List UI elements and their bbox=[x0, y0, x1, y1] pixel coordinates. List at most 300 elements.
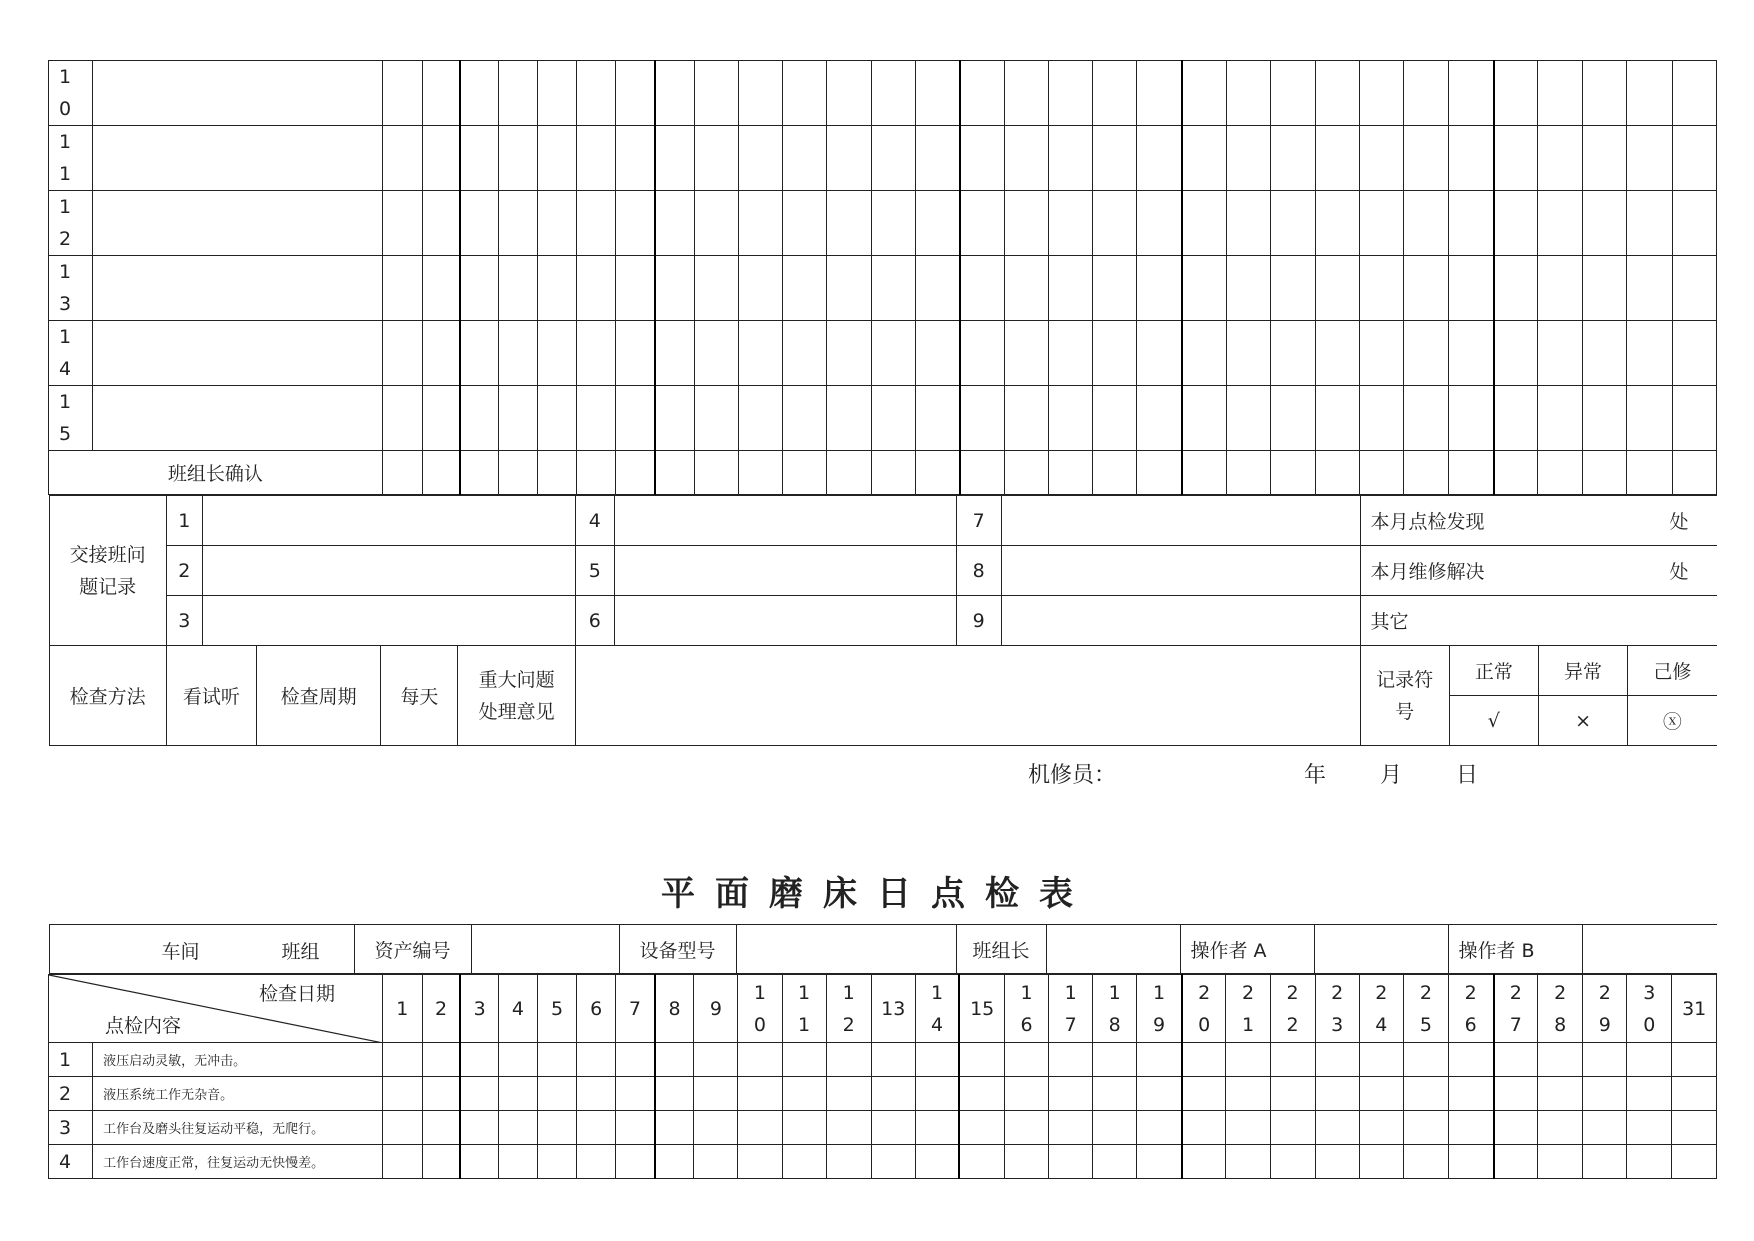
day-check-cell[interactable] bbox=[616, 1043, 655, 1077]
day-check-cell[interactable] bbox=[915, 1043, 959, 1077]
day-check-cell[interactable] bbox=[1226, 1145, 1270, 1179]
day-check-cell[interactable] bbox=[1672, 1077, 1717, 1111]
day-check-cell[interactable] bbox=[1627, 1145, 1672, 1179]
leader-confirm-cell[interactable] bbox=[1137, 451, 1182, 495]
handover-entry[interactable] bbox=[614, 496, 956, 546]
day-check-cell[interactable] bbox=[782, 191, 826, 256]
check-item-cell[interactable] bbox=[93, 256, 383, 321]
day-check-cell[interactable] bbox=[959, 1111, 1004, 1145]
leader-confirm-cell[interactable] bbox=[616, 451, 655, 495]
day-check-cell[interactable] bbox=[1049, 1077, 1093, 1111]
day-check-cell[interactable] bbox=[1494, 1043, 1538, 1077]
day-check-cell[interactable] bbox=[655, 61, 694, 126]
day-check-cell[interactable] bbox=[538, 256, 577, 321]
day-check-cell[interactable] bbox=[915, 191, 959, 256]
day-check-cell[interactable] bbox=[1583, 1145, 1627, 1179]
day-check-cell[interactable] bbox=[915, 386, 959, 451]
day-check-cell[interactable] bbox=[1404, 386, 1449, 451]
day-check-cell[interactable] bbox=[1672, 386, 1716, 451]
day-check-cell[interactable] bbox=[1403, 1043, 1448, 1077]
check-item-cell[interactable] bbox=[93, 126, 383, 191]
day-check-cell[interactable] bbox=[577, 61, 616, 126]
day-check-cell[interactable] bbox=[499, 321, 538, 386]
day-check-cell[interactable] bbox=[694, 321, 738, 386]
day-check-cell[interactable] bbox=[538, 61, 577, 126]
handover-entry[interactable] bbox=[1001, 596, 1360, 646]
day-check-cell[interactable] bbox=[959, 1077, 1004, 1111]
leader-confirm-cell[interactable] bbox=[915, 451, 959, 495]
day-check-cell[interactable] bbox=[1359, 1043, 1403, 1077]
day-check-cell[interactable] bbox=[1182, 1145, 1226, 1179]
day-check-cell[interactable] bbox=[655, 386, 694, 451]
day-check-cell[interactable] bbox=[738, 61, 782, 126]
day-check-cell[interactable] bbox=[782, 1145, 826, 1179]
day-check-cell[interactable] bbox=[1049, 191, 1093, 256]
day-check-cell[interactable] bbox=[1627, 61, 1672, 126]
day-check-cell[interactable] bbox=[1315, 191, 1359, 256]
check-item-cell[interactable] bbox=[93, 61, 383, 126]
day-check-cell[interactable] bbox=[1404, 321, 1449, 386]
other-cell[interactable] bbox=[1360, 596, 1716, 646]
day-check-cell[interactable] bbox=[694, 191, 738, 256]
solved-cell[interactable] bbox=[1360, 546, 1716, 596]
day-check-cell[interactable] bbox=[738, 126, 782, 191]
day-check-cell[interactable] bbox=[1182, 191, 1226, 256]
day-check-cell[interactable] bbox=[871, 1111, 915, 1145]
day-check-cell[interactable] bbox=[1182, 256, 1226, 321]
day-check-cell[interactable] bbox=[382, 1077, 422, 1111]
day-check-cell[interactable] bbox=[1270, 1077, 1315, 1111]
day-check-cell[interactable] bbox=[538, 1077, 577, 1111]
day-check-cell[interactable] bbox=[1270, 321, 1315, 386]
leader-confirm-cell[interactable] bbox=[1226, 451, 1270, 495]
day-check-cell[interactable] bbox=[1583, 1111, 1627, 1145]
day-check-cell[interactable] bbox=[655, 1145, 694, 1179]
day-check-cell[interactable] bbox=[655, 1077, 694, 1111]
day-check-cell[interactable] bbox=[694, 1077, 738, 1111]
handover-entry[interactable] bbox=[1001, 496, 1360, 546]
day-check-cell[interactable] bbox=[960, 61, 1005, 126]
day-check-cell[interactable] bbox=[1137, 256, 1182, 321]
day-check-cell[interactable] bbox=[577, 1043, 616, 1077]
leader-confirm-cell[interactable] bbox=[1270, 451, 1315, 495]
day-check-cell[interactable] bbox=[1005, 126, 1049, 191]
day-check-cell[interactable] bbox=[738, 256, 782, 321]
day-check-cell[interactable] bbox=[1005, 61, 1049, 126]
day-check-cell[interactable] bbox=[1137, 1043, 1182, 1077]
leader-confirm-cell[interactable] bbox=[782, 451, 826, 495]
day-check-cell[interactable] bbox=[538, 321, 577, 386]
day-check-cell[interactable] bbox=[1448, 1077, 1493, 1111]
day-check-cell[interactable] bbox=[616, 126, 655, 191]
day-check-cell[interactable] bbox=[1359, 321, 1403, 386]
day-check-cell[interactable] bbox=[1448, 1145, 1493, 1179]
day-check-cell[interactable] bbox=[782, 1043, 826, 1077]
day-check-cell[interactable] bbox=[1449, 256, 1494, 321]
day-check-cell[interactable] bbox=[915, 1111, 959, 1145]
day-check-cell[interactable] bbox=[422, 1043, 460, 1077]
day-check-cell[interactable] bbox=[422, 61, 460, 126]
day-check-cell[interactable] bbox=[1005, 386, 1049, 451]
day-check-cell[interactable] bbox=[616, 1077, 655, 1111]
day-check-cell[interactable] bbox=[1005, 256, 1049, 321]
day-check-cell[interactable] bbox=[1583, 321, 1627, 386]
leader-confirm-cell[interactable] bbox=[499, 451, 538, 495]
day-check-cell[interactable] bbox=[826, 321, 871, 386]
operator-b-value[interactable] bbox=[1582, 925, 1717, 974]
day-check-cell[interactable] bbox=[826, 1077, 871, 1111]
day-check-cell[interactable] bbox=[1583, 126, 1627, 191]
leader-confirm-cell[interactable] bbox=[1182, 451, 1226, 495]
day-check-cell[interactable] bbox=[1672, 191, 1716, 256]
day-check-cell[interactable] bbox=[499, 191, 538, 256]
day-check-cell[interactable] bbox=[1538, 126, 1583, 191]
day-check-cell[interactable] bbox=[460, 61, 498, 126]
day-check-cell[interactable] bbox=[1404, 61, 1449, 126]
day-check-cell[interactable] bbox=[1359, 1145, 1403, 1179]
day-check-cell[interactable] bbox=[1494, 321, 1538, 386]
day-check-cell[interactable] bbox=[1583, 61, 1627, 126]
day-check-cell[interactable] bbox=[460, 1077, 498, 1111]
handover-entry[interactable] bbox=[202, 596, 575, 646]
day-check-cell[interactable] bbox=[577, 191, 616, 256]
day-check-cell[interactable] bbox=[1005, 321, 1049, 386]
day-check-cell[interactable] bbox=[1449, 321, 1494, 386]
day-check-cell[interactable] bbox=[1137, 1077, 1182, 1111]
day-check-cell[interactable] bbox=[1315, 321, 1359, 386]
day-check-cell[interactable] bbox=[694, 386, 738, 451]
day-check-cell[interactable] bbox=[460, 1043, 498, 1077]
day-check-cell[interactable] bbox=[422, 386, 460, 451]
leader-confirm-cell[interactable] bbox=[1494, 451, 1538, 495]
day-check-cell[interactable] bbox=[1627, 126, 1672, 191]
leader-confirm-cell[interactable] bbox=[460, 451, 498, 495]
leader-confirm-cell[interactable] bbox=[1449, 451, 1494, 495]
day-check-cell[interactable] bbox=[1270, 61, 1315, 126]
day-check-cell[interactable] bbox=[1315, 61, 1359, 126]
day-check-cell[interactable] bbox=[382, 386, 422, 451]
day-check-cell[interactable] bbox=[1494, 1077, 1538, 1111]
leader-confirm-cell[interactable] bbox=[1093, 451, 1137, 495]
day-check-cell[interactable] bbox=[616, 321, 655, 386]
day-check-cell[interactable] bbox=[1403, 1111, 1448, 1145]
day-check-cell[interactable] bbox=[1583, 256, 1627, 321]
day-check-cell[interactable] bbox=[1672, 126, 1716, 191]
day-check-cell[interactable] bbox=[382, 61, 422, 126]
day-check-cell[interactable] bbox=[1049, 256, 1093, 321]
day-check-cell[interactable] bbox=[1093, 321, 1137, 386]
day-check-cell[interactable] bbox=[1093, 61, 1137, 126]
day-check-cell[interactable] bbox=[1049, 386, 1093, 451]
day-check-cell[interactable] bbox=[871, 256, 915, 321]
day-check-cell[interactable] bbox=[460, 256, 498, 321]
day-check-cell[interactable] bbox=[1583, 1077, 1627, 1111]
day-check-cell[interactable] bbox=[1538, 61, 1583, 126]
day-check-cell[interactable] bbox=[871, 1043, 915, 1077]
operator-a-value[interactable] bbox=[1314, 925, 1448, 974]
day-check-cell[interactable] bbox=[871, 1077, 915, 1111]
day-check-cell[interactable] bbox=[1093, 256, 1137, 321]
day-check-cell[interactable] bbox=[1137, 126, 1182, 191]
day-check-cell[interactable] bbox=[1270, 126, 1315, 191]
day-check-cell[interactable] bbox=[1449, 61, 1494, 126]
day-check-cell[interactable] bbox=[960, 256, 1005, 321]
day-check-cell[interactable] bbox=[460, 1145, 498, 1179]
day-check-cell[interactable] bbox=[960, 321, 1005, 386]
day-check-cell[interactable] bbox=[538, 1145, 577, 1179]
day-check-cell[interactable] bbox=[498, 1111, 537, 1145]
day-check-cell[interactable] bbox=[1182, 1111, 1226, 1145]
check-item-cell[interactable] bbox=[93, 321, 383, 386]
day-check-cell[interactable] bbox=[616, 61, 655, 126]
day-check-cell[interactable] bbox=[1359, 1077, 1403, 1111]
day-check-cell[interactable] bbox=[1494, 1111, 1538, 1145]
day-check-cell[interactable] bbox=[1182, 126, 1226, 191]
day-check-cell[interactable] bbox=[1049, 321, 1093, 386]
day-check-cell[interactable] bbox=[826, 256, 871, 321]
day-check-cell[interactable] bbox=[1672, 61, 1716, 126]
leader-confirm-cell[interactable] bbox=[1315, 451, 1359, 495]
day-check-cell[interactable] bbox=[1672, 1145, 1717, 1179]
day-check-cell[interactable] bbox=[960, 386, 1005, 451]
day-check-cell[interactable] bbox=[782, 1077, 826, 1111]
day-check-cell[interactable] bbox=[1093, 1111, 1137, 1145]
leader-confirm-cell[interactable] bbox=[655, 451, 694, 495]
day-check-cell[interactable] bbox=[1137, 1145, 1182, 1179]
day-check-cell[interactable] bbox=[499, 126, 538, 191]
leader-confirm-cell[interactable] bbox=[826, 451, 871, 495]
day-check-cell[interactable] bbox=[1359, 126, 1403, 191]
day-check-cell[interactable] bbox=[577, 321, 616, 386]
day-check-cell[interactable] bbox=[1627, 191, 1672, 256]
team-leader-value[interactable] bbox=[1046, 925, 1180, 974]
day-check-cell[interactable] bbox=[915, 1145, 959, 1179]
asset-no-value[interactable] bbox=[471, 925, 619, 974]
day-check-cell[interactable] bbox=[1226, 1111, 1270, 1145]
day-check-cell[interactable] bbox=[1182, 1077, 1226, 1111]
day-check-cell[interactable] bbox=[1627, 1043, 1672, 1077]
day-check-cell[interactable] bbox=[498, 1077, 537, 1111]
day-check-cell[interactable] bbox=[1093, 1145, 1137, 1179]
day-check-cell[interactable] bbox=[1315, 1043, 1359, 1077]
day-check-cell[interactable] bbox=[1449, 191, 1494, 256]
day-check-cell[interactable] bbox=[1270, 191, 1315, 256]
day-check-cell[interactable] bbox=[1226, 126, 1270, 191]
day-check-cell[interactable] bbox=[1672, 1043, 1717, 1077]
day-check-cell[interactable] bbox=[1404, 126, 1449, 191]
day-check-cell[interactable] bbox=[871, 386, 915, 451]
day-check-cell[interactable] bbox=[460, 191, 498, 256]
leader-confirm-cell[interactable] bbox=[1005, 451, 1049, 495]
day-check-cell[interactable] bbox=[577, 1077, 616, 1111]
day-check-cell[interactable] bbox=[1315, 1077, 1359, 1111]
day-check-cell[interactable] bbox=[915, 126, 959, 191]
day-check-cell[interactable] bbox=[1093, 1043, 1137, 1077]
day-check-cell[interactable] bbox=[422, 126, 460, 191]
day-check-cell[interactable] bbox=[616, 386, 655, 451]
day-check-cell[interactable] bbox=[1226, 386, 1270, 451]
day-check-cell[interactable] bbox=[871, 1145, 915, 1179]
day-check-cell[interactable] bbox=[422, 321, 460, 386]
day-check-cell[interactable] bbox=[577, 256, 616, 321]
leader-confirm-cell[interactable] bbox=[538, 451, 577, 495]
model-value[interactable] bbox=[736, 925, 956, 974]
leader-confirm-cell[interactable] bbox=[871, 451, 915, 495]
day-check-cell[interactable] bbox=[460, 1111, 498, 1145]
day-check-cell[interactable] bbox=[577, 1111, 616, 1145]
day-check-cell[interactable] bbox=[1359, 191, 1403, 256]
day-check-cell[interactable] bbox=[577, 386, 616, 451]
day-check-cell[interactable] bbox=[738, 1111, 782, 1145]
day-check-cell[interactable] bbox=[1494, 191, 1538, 256]
day-check-cell[interactable] bbox=[738, 1077, 782, 1111]
day-check-cell[interactable] bbox=[871, 321, 915, 386]
leader-confirm-cell[interactable] bbox=[422, 451, 460, 495]
day-check-cell[interactable] bbox=[1226, 1043, 1270, 1077]
day-check-cell[interactable] bbox=[655, 256, 694, 321]
day-check-cell[interactable] bbox=[694, 61, 738, 126]
day-check-cell[interactable] bbox=[826, 61, 871, 126]
day-check-cell[interactable] bbox=[1093, 191, 1137, 256]
day-check-cell[interactable] bbox=[422, 1145, 460, 1179]
day-check-cell[interactable] bbox=[1538, 256, 1583, 321]
day-check-cell[interactable] bbox=[960, 191, 1005, 256]
check-item-cell[interactable] bbox=[93, 191, 383, 256]
day-check-cell[interactable] bbox=[1538, 1145, 1583, 1179]
day-check-cell[interactable] bbox=[1315, 386, 1359, 451]
day-check-cell[interactable] bbox=[1137, 61, 1182, 126]
day-check-cell[interactable] bbox=[1005, 191, 1049, 256]
day-check-cell[interactable] bbox=[1449, 386, 1494, 451]
day-check-cell[interactable] bbox=[1583, 1043, 1627, 1077]
day-check-cell[interactable] bbox=[782, 1111, 826, 1145]
day-check-cell[interactable] bbox=[826, 191, 871, 256]
day-check-cell[interactable] bbox=[1315, 126, 1359, 191]
day-check-cell[interactable] bbox=[460, 386, 498, 451]
day-check-cell[interactable] bbox=[1182, 386, 1226, 451]
day-check-cell[interactable] bbox=[782, 321, 826, 386]
day-check-cell[interactable] bbox=[1004, 1077, 1048, 1111]
leader-confirm-cell[interactable] bbox=[577, 451, 616, 495]
day-check-cell[interactable] bbox=[1494, 126, 1538, 191]
day-check-cell[interactable] bbox=[1137, 321, 1182, 386]
day-check-cell[interactable] bbox=[738, 191, 782, 256]
day-check-cell[interactable] bbox=[538, 126, 577, 191]
day-check-cell[interactable] bbox=[959, 1043, 1004, 1077]
day-check-cell[interactable] bbox=[1137, 191, 1182, 256]
day-check-cell[interactable] bbox=[422, 256, 460, 321]
day-check-cell[interactable] bbox=[1137, 386, 1182, 451]
leader-confirm-cell[interactable] bbox=[1672, 451, 1716, 495]
day-check-cell[interactable] bbox=[538, 386, 577, 451]
day-check-cell[interactable] bbox=[1359, 256, 1403, 321]
day-check-cell[interactable] bbox=[1226, 61, 1270, 126]
day-check-cell[interactable] bbox=[382, 191, 422, 256]
day-check-cell[interactable] bbox=[538, 1111, 577, 1145]
day-check-cell[interactable] bbox=[826, 386, 871, 451]
day-check-cell[interactable] bbox=[826, 126, 871, 191]
day-check-cell[interactable] bbox=[422, 1077, 460, 1111]
day-check-cell[interactable] bbox=[1448, 1111, 1493, 1145]
day-check-cell[interactable] bbox=[1672, 1111, 1717, 1145]
day-check-cell[interactable] bbox=[1093, 386, 1137, 451]
day-check-cell[interactable] bbox=[1049, 1145, 1093, 1179]
day-check-cell[interactable] bbox=[1627, 1077, 1672, 1111]
day-check-cell[interactable] bbox=[1137, 1111, 1182, 1145]
day-check-cell[interactable] bbox=[1583, 386, 1627, 451]
day-check-cell[interactable] bbox=[382, 321, 422, 386]
day-check-cell[interactable] bbox=[1226, 1077, 1270, 1111]
day-check-cell[interactable] bbox=[960, 126, 1005, 191]
leader-confirm-cell[interactable] bbox=[1359, 451, 1403, 495]
day-check-cell[interactable] bbox=[1403, 1145, 1448, 1179]
day-check-cell[interactable] bbox=[1538, 386, 1583, 451]
day-check-cell[interactable] bbox=[616, 191, 655, 256]
day-check-cell[interactable] bbox=[1093, 126, 1137, 191]
day-check-cell[interactable] bbox=[1004, 1145, 1048, 1179]
day-check-cell[interactable] bbox=[694, 1145, 738, 1179]
day-check-cell[interactable] bbox=[1049, 61, 1093, 126]
day-check-cell[interactable] bbox=[1315, 1111, 1359, 1145]
day-check-cell[interactable] bbox=[1182, 61, 1226, 126]
day-check-cell[interactable] bbox=[1270, 1043, 1315, 1077]
day-check-cell[interactable] bbox=[1538, 321, 1583, 386]
day-check-cell[interactable] bbox=[499, 61, 538, 126]
day-check-cell[interactable] bbox=[915, 1077, 959, 1111]
day-check-cell[interactable] bbox=[694, 256, 738, 321]
day-check-cell[interactable] bbox=[1004, 1043, 1048, 1077]
day-check-cell[interactable] bbox=[577, 126, 616, 191]
day-check-cell[interactable] bbox=[1404, 256, 1449, 321]
day-check-cell[interactable] bbox=[1449, 126, 1494, 191]
day-check-cell[interactable] bbox=[871, 191, 915, 256]
day-check-cell[interactable] bbox=[1270, 1145, 1315, 1179]
major-issue-entry[interactable] bbox=[575, 646, 1360, 746]
handover-entry[interactable] bbox=[614, 596, 956, 646]
day-check-cell[interactable] bbox=[826, 1043, 871, 1077]
handover-entry[interactable] bbox=[1001, 546, 1360, 596]
day-check-cell[interactable] bbox=[1049, 1043, 1093, 1077]
day-check-cell[interactable] bbox=[1182, 321, 1226, 386]
day-check-cell[interactable] bbox=[871, 126, 915, 191]
leader-confirm-cell[interactable] bbox=[738, 451, 782, 495]
leader-confirm-cell[interactable] bbox=[1404, 451, 1449, 495]
day-check-cell[interactable] bbox=[655, 191, 694, 256]
day-check-cell[interactable] bbox=[738, 1043, 782, 1077]
leader-confirm-cell[interactable] bbox=[382, 451, 422, 495]
day-check-cell[interactable] bbox=[1093, 1077, 1137, 1111]
day-check-cell[interactable] bbox=[1182, 1043, 1226, 1077]
day-check-cell[interactable] bbox=[616, 256, 655, 321]
day-check-cell[interactable] bbox=[1627, 321, 1672, 386]
leader-confirm-cell[interactable] bbox=[694, 451, 738, 495]
day-check-cell[interactable] bbox=[738, 321, 782, 386]
day-check-cell[interactable] bbox=[694, 1043, 738, 1077]
day-check-cell[interactable] bbox=[1494, 256, 1538, 321]
day-check-cell[interactable] bbox=[1404, 191, 1449, 256]
day-check-cell[interactable] bbox=[655, 1111, 694, 1145]
day-check-cell[interactable] bbox=[1270, 386, 1315, 451]
day-check-cell[interactable] bbox=[1004, 1111, 1048, 1145]
day-check-cell[interactable] bbox=[1494, 61, 1538, 126]
day-check-cell[interactable] bbox=[655, 1043, 694, 1077]
handover-entry[interactable] bbox=[202, 496, 575, 546]
leader-confirm-cell[interactable] bbox=[960, 451, 1005, 495]
day-check-cell[interactable] bbox=[1226, 321, 1270, 386]
handover-entry[interactable] bbox=[614, 546, 956, 596]
leader-confirm-cell[interactable] bbox=[1538, 451, 1583, 495]
day-check-cell[interactable] bbox=[782, 126, 826, 191]
